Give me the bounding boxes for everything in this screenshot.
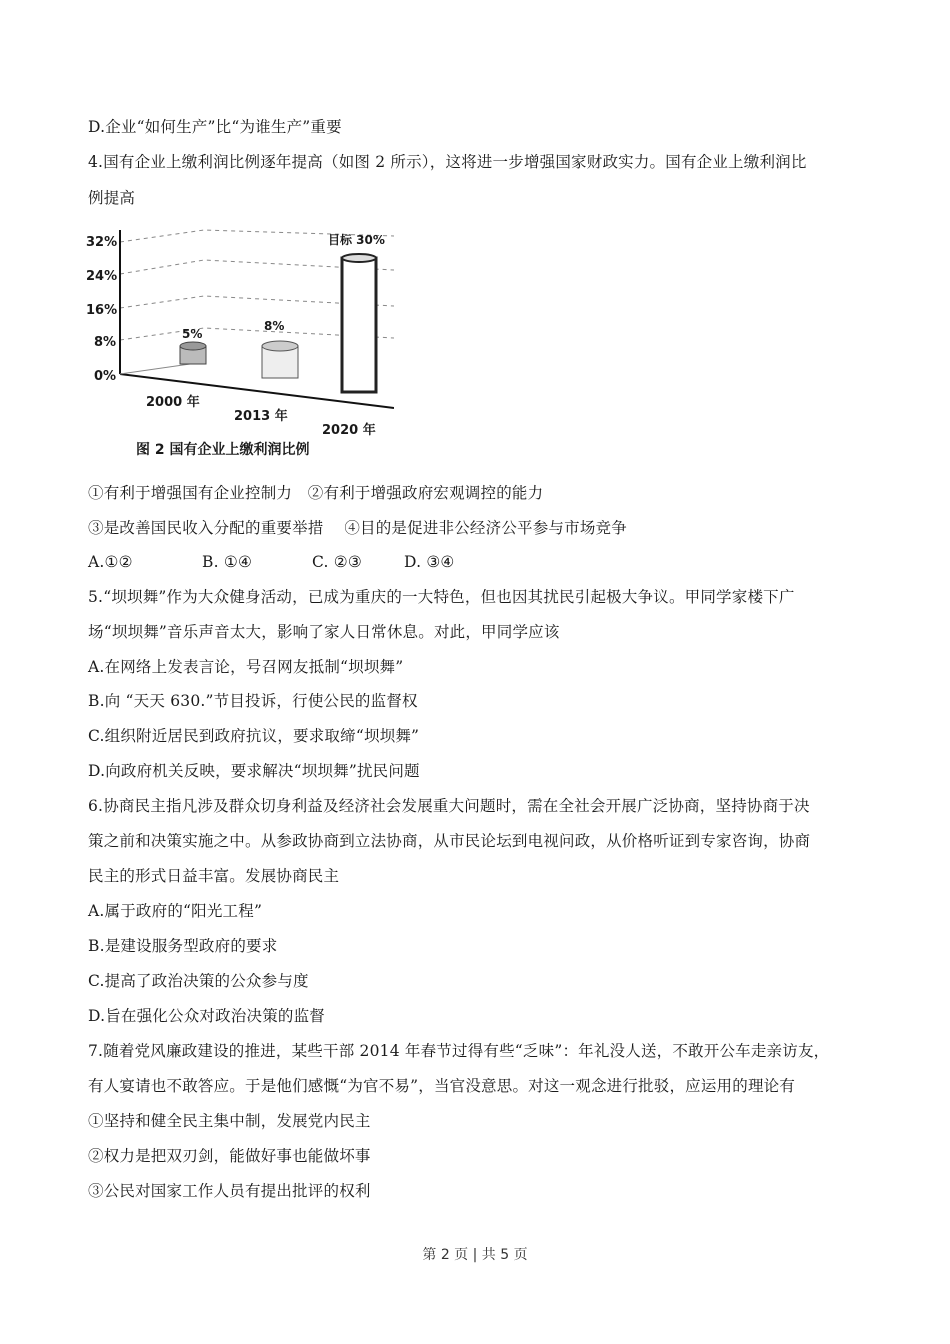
question-4-stem: 4.国有企业上缴利润比例逐年提高（如图 2 所示），这将进一步增强国家财政实力。国有企业上缴利润比 xyxy=(88,153,807,171)
question-7-stem-cont: 有人宴请也不敢答应。于是他们感慨“为官不易”，当官没意思。对这一观念进行批驳，应运用的理论有 xyxy=(88,1077,796,1095)
question-4-stem-cont: 例提高 xyxy=(88,189,136,207)
q4-option-c: C. ②③ xyxy=(312,553,362,571)
q4-option-d: D. ③④ xyxy=(404,553,455,571)
y-tick-0: 0% xyxy=(94,369,117,384)
question-5-stem-cont: 场“坝坝舞”音乐声音太大，影响了家人日常休息。对此，甲同学应该 xyxy=(88,623,560,641)
q7-statement-2: ②权力是把双刃剑，能做好事也能做坏事 xyxy=(88,1147,371,1165)
q4-statement-1-2: ①有利于增强国有企业控制力 ②有利于增强政府宏观调控的能力 xyxy=(88,484,544,502)
q6-option-a: A.属于政府的“阳光工程” xyxy=(88,902,263,920)
q4-statement-3-4: ③是改善国民收入分配的重要举措 ④目的是促进非公经济公平参与市场竞争 xyxy=(88,519,627,537)
q7-statement-3: ③公民对国家工作人员有提出批评的权利 xyxy=(88,1182,371,1200)
x-label-2013: 2013 年 xyxy=(234,409,288,424)
q5-option-a: A.在网络上发表言论，号召网友抵制“坝坝舞” xyxy=(88,658,404,676)
chart-caption: 图 2 国有企业上缴利润比例 xyxy=(136,442,310,458)
q5-option-b: B.向 “天天 630.”节目投诉，行使公民的监督权 xyxy=(88,692,418,710)
bar-label-2000: 5% xyxy=(182,327,203,341)
x-label-2020: 2020 年 xyxy=(322,423,376,438)
line-d-option: D.企业“如何生产”比“为谁生产”重要 xyxy=(88,118,342,136)
y-tick-32: 32% xyxy=(86,235,118,250)
q5-option-c: C.组织附近居民到政府抗议，要求取缔“坝坝舞” xyxy=(88,727,420,745)
q7-statement-1: ①坚持和健全民主集中制，发展党内民主 xyxy=(88,1112,371,1130)
question-6-stem-cont-1: 策之前和决策实施之中。从参政协商到立法协商，从市民论坛到电视问政，从价格听证到专家咨询，协商 xyxy=(88,832,811,850)
y-tick-8: 8% xyxy=(94,335,117,350)
y-tick-16: 16% xyxy=(86,303,118,318)
q4-option-a: A.①② xyxy=(88,553,133,571)
bar-label-2013: 8% xyxy=(264,319,285,333)
x-label-2000: 2000 年 xyxy=(146,395,200,410)
q6-option-c: C.提高了政治决策的公众参与度 xyxy=(88,972,309,990)
bar-label-2020: 目标 30% xyxy=(328,233,385,247)
question-6-stem-cont-2: 民主的形式日益丰富。发展协商民主 xyxy=(88,867,340,885)
q6-option-b: B.是建设服务型政府的要求 xyxy=(88,937,278,955)
page-footer: 第 2 页 | 共 5 页 xyxy=(422,1247,528,1263)
profit-ratio-chart xyxy=(84,222,394,460)
question-6-stem: 6.协商民主指凡涉及群众切身利益及经济社会发展重大问题时，需在全社会开展广泛协商，坚持协商于决 xyxy=(88,797,810,815)
question-7-stem: 7.随着党风廉政建设的推进，某些干部 2014 年春节过得有些“乏味”：年礼没人送，不敢开公车走亲访友， xyxy=(88,1042,830,1060)
q6-option-d: D.旨在强化公众对政治决策的监督 xyxy=(88,1007,326,1025)
question-5-stem: 5.“坝坝舞”作为大众健身活动，已成为重庆的一大特色，但也因其扰民引起极大争议。甲同学家楼下广 xyxy=(88,588,795,606)
q4-options xyxy=(88,552,455,572)
y-tick-24: 24% xyxy=(86,269,118,284)
q4-option-b: B. ①④ xyxy=(202,553,253,571)
q5-option-d: D.向政府机关反映，要求解决“坝坝舞”扰民问题 xyxy=(88,762,420,780)
